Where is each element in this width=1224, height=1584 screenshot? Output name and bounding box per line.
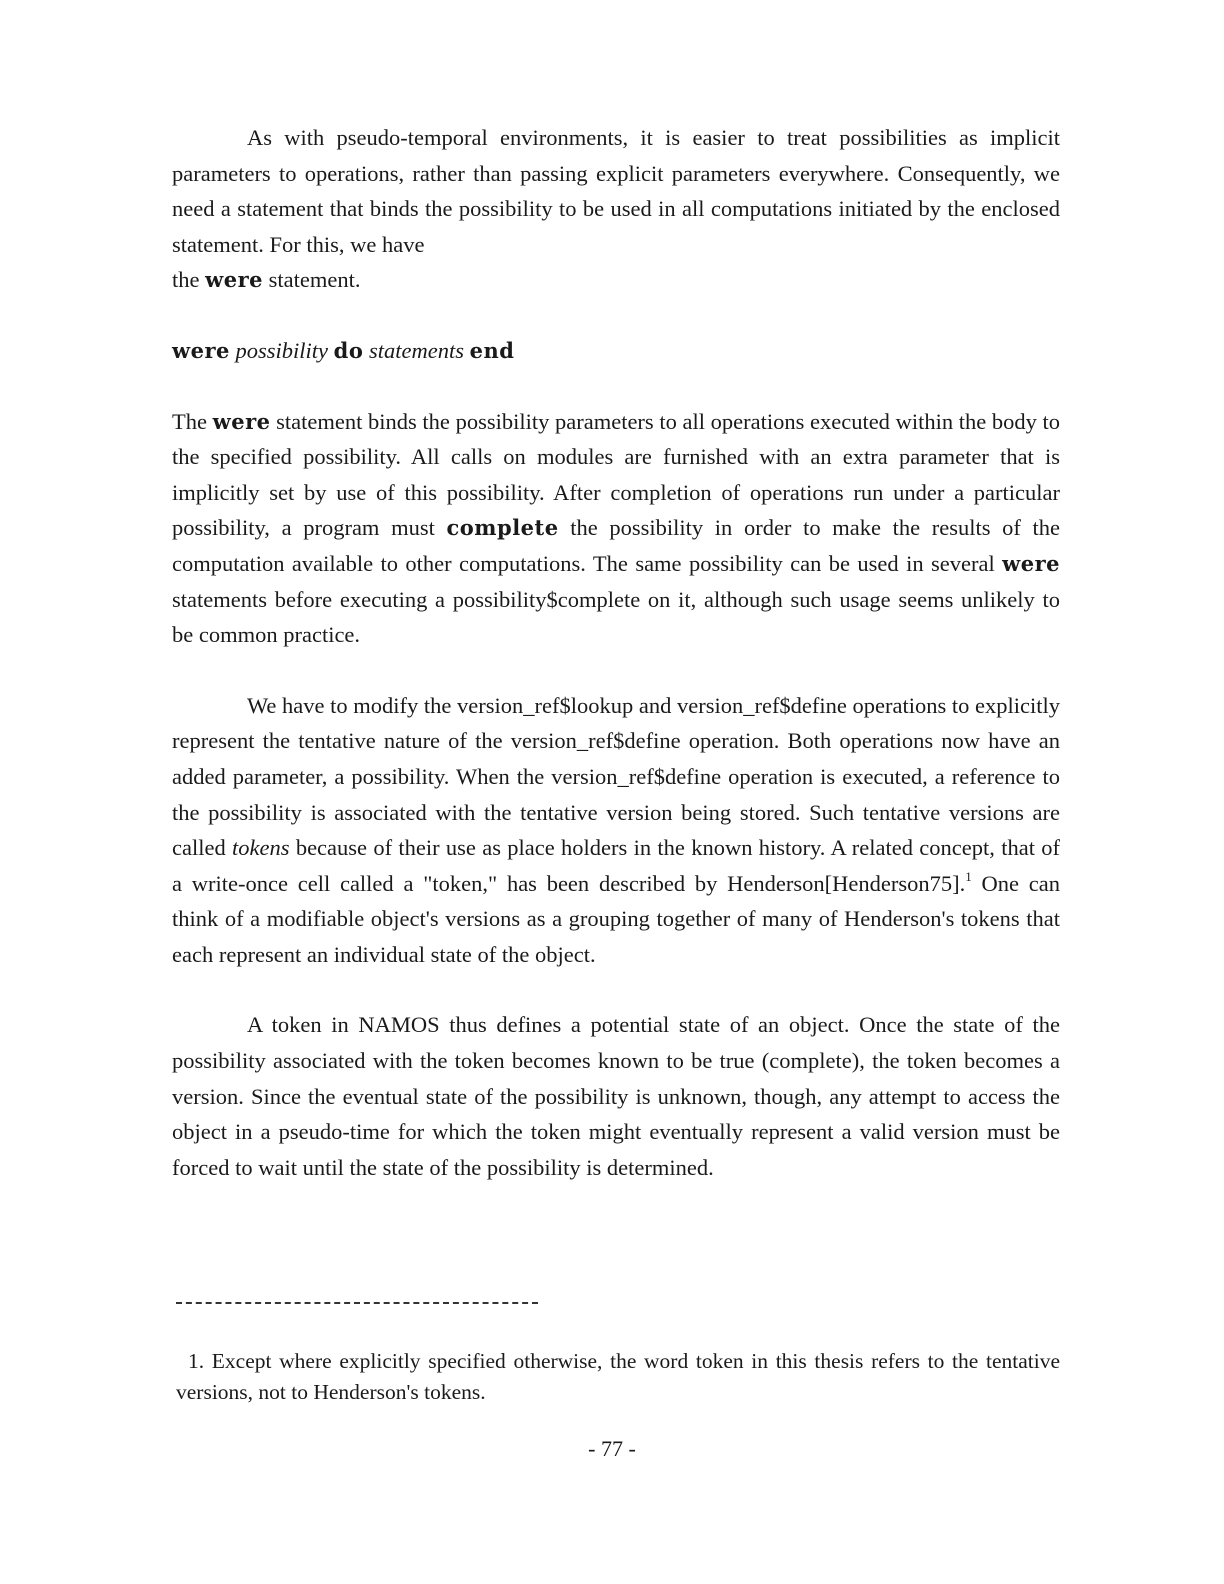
paragraph-possibilities-intro: As with pseudo-temporal environments, it is easier to treat possibilities as implicit parameters to operations, rather than passing explicit parameters everywhere. Consequently, we need a statement that binds the possibility to be used in all computations initiated by the enclosed statement. For this, we have the were statement.	[172, 125, 1060, 293]
syntax-statements: statements	[368, 337, 464, 363]
keyword-do: do	[333, 337, 364, 363]
footnote-number: 1.	[188, 1349, 205, 1373]
keyword-complete: complete	[446, 515, 559, 541]
term-tokens: tokens	[232, 835, 290, 861]
footnote-marker: 1	[965, 868, 972, 884]
keyword-were: were	[212, 408, 271, 434]
syntax-possibility: possibility	[235, 337, 329, 363]
paragraph-version-ref: We have to modify the version_ref$lookup and version_ref$define operations to explicitly represent the tentative nature of the version_ref$define operation. Both operations now have an added parameter, a possibility. When the version_ref$define operation is executed, a reference to the possibility is associated with the tentative version being stored. Such tentative versions are called tokens because of their use as place holders in the known history. A related concept, that of a write-once cell called a "token," has been described by Henderson[Henderson75].$^1$ One can think of a modifiable object's versions as a grouping together of many of Henderson's tokens that each represent an individual state of the object.	[172, 692, 1060, 967]
paragraph-text: As with pseudo-temporal environments, it is easier to treat possibilities as implicit parameters to operations, rather than passing explicit parameters everywhere. Consequently, we need a statement that binds the possibility to be used in all computations initiated by the enclosed statement. For this, we have	[172, 125, 1060, 257]
paragraph-token-namos: A token in NAMOS thus defines a potential state of an object. Once the state of the possibility associated with the token becomes known to be true (complete), the token becomes a version. Since the eventual state of the possibility is unknown, though, any attempt to access the object in a pseudo-time for which the token might eventually represent a valid version must be forced to wait until the state of the possibility is determined.	[172, 1012, 1060, 1180]
keyword-were: were	[1002, 550, 1060, 576]
document-body	[172, 120, 1060, 1185]
keyword-were: were	[172, 337, 230, 363]
paragraph-were-statement: The were statement binds the possibility parameters to all operations executed within the body to the specified possibility. All calls on modules are furnished with an extra parameter that is implicitly set by use of this possibility. After completion of operations run under a particular possibility, a program must complete the possibility in order to make the results of the computation available to other computations. The same possibility can be used in several were statements before executing a possibility$complete on it, although such usage seems unlikely to be common practice.	[172, 408, 1061, 648]
keyword-were: were	[205, 267, 263, 293]
keyword-end: end	[469, 337, 515, 363]
footnote	[176, 1346, 1060, 1408]
footnote-text: Except where explicitly specified otherwise, the word token in this thesis refers to the tentative versions, not to Henderson's tokens.	[176, 1349, 1061, 1404]
were-statement-syntax	[172, 333, 1060, 369]
footnote-separator	[176, 1302, 538, 1304]
page-number: - 77 -	[588, 1436, 636, 1461]
